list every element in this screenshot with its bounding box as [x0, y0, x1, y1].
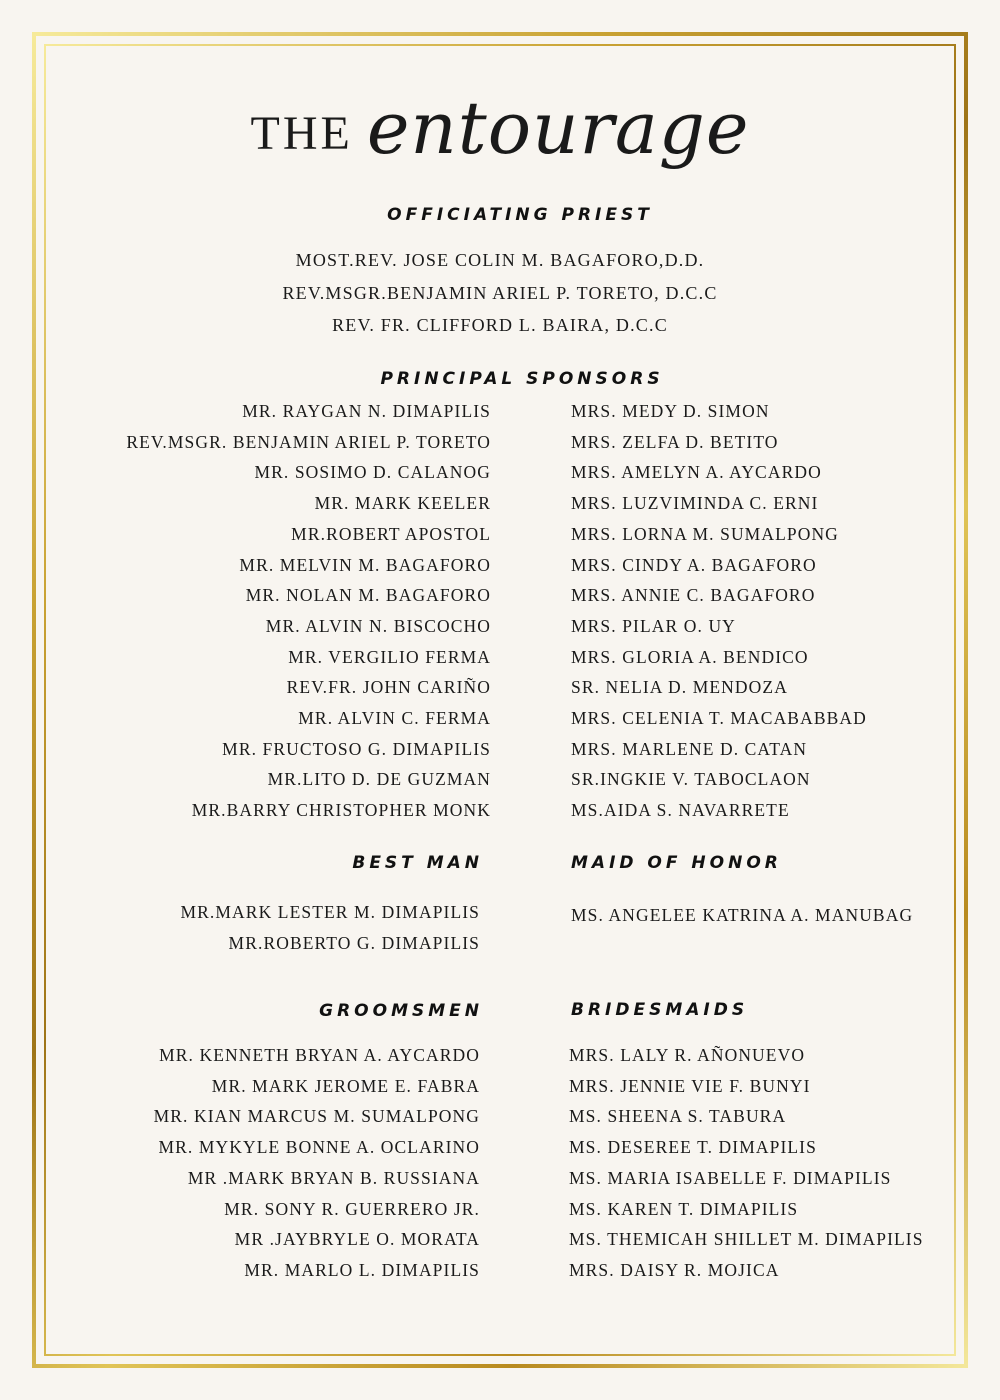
entourage-name: REV. FR. CLIFFORD L. BAIRA, D.C.C: [332, 315, 668, 335]
entourage-name: MRS. AMELYN A. AYCARDO: [571, 462, 822, 483]
entourage-name: MR. SONY R. GUERRERO JR.: [224, 1198, 480, 1219]
entourage-name: MR. ALVIN C. FERMA: [298, 708, 491, 729]
heading-groomsmen: GROOMSMEN: [319, 1001, 483, 1021]
entourage-name: MR.MARK LESTER M. DIMAPILIS: [180, 902, 480, 922]
entourage-name: MR. KENNETH BRYAN A. AYCARDO: [159, 1045, 480, 1065]
heading-bridesmaids: BRIDESMAIDS: [571, 1000, 749, 1020]
entourage-name: MS. KAREN T. DIMAPILIS: [569, 1198, 799, 1219]
heading-officiating-priest: OFFICIATING PRIEST: [387, 205, 653, 225]
entourage-name: MRS. MARLENE D. CATAN: [571, 738, 808, 759]
entourage-name: MR. MARK JEROME E. FABRA: [211, 1075, 480, 1096]
entourage-name: MRS. ZELFA D. BETITO: [571, 431, 779, 452]
title-script: entourage: [366, 86, 750, 170]
entourage-name: MRS. LORNA M. SUMALPONG: [571, 523, 839, 544]
entourage-name: MR. VERGILIO FERMA: [288, 646, 491, 667]
entourage-name: MRS. MEDY D. SIMON: [571, 401, 770, 421]
entourage-name: MRS. CINDY A. BAGAFORO: [571, 554, 817, 575]
entourage-name: MR.ROBERTO G. DIMAPILIS: [228, 932, 480, 953]
entourage-name: MR.ROBERT APOSTOL: [291, 523, 491, 544]
entourage-name: MR. KIAN MARCUS M. SUMALPONG: [153, 1106, 480, 1127]
entourage-name: MR. RAYGAN N. DIMAPILIS: [242, 401, 491, 421]
entourage-name: MRS. LALY R. AÑONUEVO: [569, 1045, 806, 1065]
entourage-name: MR .MARK BRYAN B. RUSSIANA: [187, 1167, 480, 1188]
entourage-name: MR. MELVIN M. BAGAFORO: [239, 554, 491, 575]
principal-sponsors-left: [126, 396, 491, 826]
entourage-name: MR. MYKYLE BONNE A. OCLARINO: [158, 1137, 480, 1158]
entourage-name: MS. THEMICAH SHILLET M. DIMAPILIS: [569, 1229, 924, 1250]
entourage-name: MRS. JENNIE VIE F. BUNYI: [569, 1075, 811, 1096]
entourage-name: MRS. LUZVIMINDA C. ERNI: [571, 493, 819, 514]
heading-maid-of-honor: MAID OF HONOR: [571, 853, 782, 873]
entourage-name: MRS. PILAR O. UY: [571, 615, 736, 636]
entourage-name: MS. MARIA ISABELLE F. DIMAPILIS: [569, 1167, 892, 1188]
entourage-name: MR. FRUCTOSO G. DIMAPILIS: [222, 738, 491, 759]
entourage-name: REV.MSGR. BENJAMIN ARIEL P. TORETO: [126, 431, 491, 452]
title-prefix: THE: [250, 107, 353, 160]
entourage-name: SR. NELIA D. MENDOZA: [571, 677, 788, 698]
entourage-name: MR. ALVIN N. BISCOCHO: [265, 615, 491, 636]
entourage-name: MS. DESEREE T. DIMAPILIS: [569, 1137, 817, 1158]
entourage-name: MS. ANGELEE KATRINA A. MANUBAG: [571, 905, 914, 925]
entourage-name: MR. NOLAN M. BAGAFORO: [245, 585, 491, 606]
entourage-name: MS.AIDA S. NAVARRETE: [571, 800, 790, 821]
entourage-name: MS. SHEENA S. TABURA: [569, 1106, 787, 1127]
entourage-name: MRS. GLORIA A. BENDICO: [571, 646, 809, 667]
groomsmen-list: [154, 1040, 480, 1286]
entourage-name: MR .JAYBRYLE O. MORATA: [234, 1229, 480, 1250]
entourage-name: MRS. CELENIA T. MACABABBAD: [571, 708, 867, 729]
entourage-name: REV.FR. JOHN CARIÑO: [286, 677, 491, 698]
heading-best-man: BEST MAN: [352, 853, 483, 873]
entourage-name: MOST.REV. JOSE COLIN M. BAGAFORO,D.D.: [295, 250, 705, 270]
heading-principal-sponsors: PRINCIPAL SPONSORS: [380, 369, 664, 389]
entourage-name: MR. MARLO L. DIMAPILIS: [244, 1259, 480, 1280]
officiating-list: [0, 244, 1000, 342]
entourage-name: MRS. ANNIE C. BAGAFORO: [571, 585, 816, 606]
entourage-name: MR. MARK KEELER: [314, 493, 491, 514]
entourage-name: REV.MSGR.BENJAMIN ARIEL P. TORETO, D.C.C: [282, 282, 718, 303]
bridesmaids-list: [569, 1040, 924, 1286]
entourage-name: MR. SOSIMO D. CALANOG: [254, 462, 491, 483]
entourage-name: SR.INGKIE V. TABOCLAON: [571, 769, 811, 790]
best-man-list: [180, 897, 480, 958]
maid-of-honor-list: [571, 900, 913, 931]
principal-sponsors-right: [571, 396, 867, 826]
entourage-name: MR.BARRY CHRISTOPHER MONK: [191, 800, 491, 821]
entourage-name: MRS. DAISY R. MOJICA: [569, 1259, 780, 1280]
page-title: [0, 86, 1000, 170]
entourage-name: MR.LITO D. DE GUZMAN: [267, 769, 491, 790]
